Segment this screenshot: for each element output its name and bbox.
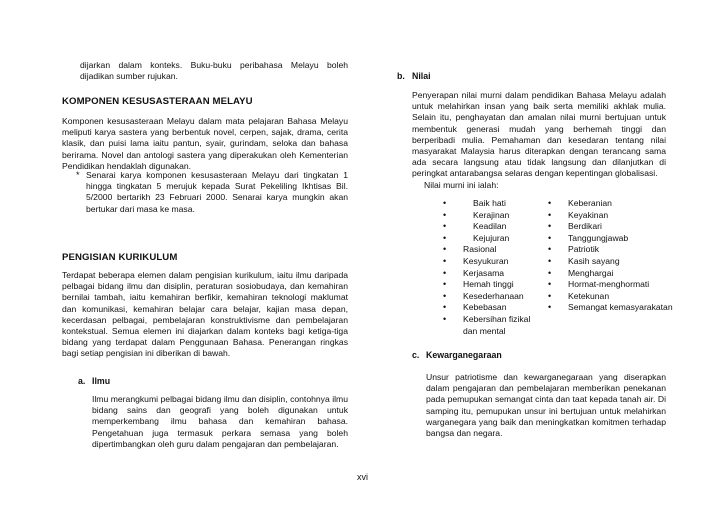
- ilmu-label: a.: [78, 376, 86, 386]
- value-item: • Keberanian: [548, 198, 678, 210]
- values-list-right: [548, 198, 678, 314]
- nilai-list-intro: Nilai murni ini ialah:: [424, 180, 499, 190]
- nilai-heading: Nilai: [412, 71, 431, 81]
- value-item: • Keadilan: [443, 221, 543, 233]
- kewarganegaraan-heading: Kewarganegaraan: [426, 350, 502, 360]
- value-item: • Kejujuran: [443, 233, 543, 245]
- value-item: • Berdikari: [548, 221, 678, 233]
- value-item: • Hormat-menghormati: [548, 279, 678, 291]
- value-item: • Patriotik: [548, 244, 678, 256]
- value-item: • Hemah tinggi: [443, 279, 543, 291]
- komponen-paragraph: Komponen kesusasteraan Melayu dalam mata pelajaran Bahasa Melayu meliputi karya sastera yang berbentuk novel, cerpen, sajak, drama, cerita klasik, dan puisi lama iaitu pantun, syair, gurindam, seloka dan bahasa berirama. Novel dan antologi sastera yang diperakukan oleh Kementerian Pendidikan hendaklah digunakan.: [62, 116, 348, 171]
- value-item: • Baik hati: [443, 198, 543, 210]
- nilai-label: b.: [397, 71, 405, 81]
- value-item: • Kebebasan: [443, 302, 543, 314]
- pengisian-heading: PENGISIAN KURIKULUM: [62, 252, 178, 263]
- value-item: • Kerjasama: [443, 268, 543, 280]
- value-item: • Kebersihan fizikal dan mental: [443, 314, 543, 337]
- ilmu-paragraph: Ilmu merangkumi pelbagai bidang ilmu dan disiplin, contohnya ilmu bidang sains dan geografi yang boleh digunakan untuk memperkembang ilmu bahasa dan kemahiran bahasa. Pengetahuan juga termasuk perkara semasa yang boleh dipertimbangkan oleh guru dalam pengajaran dan pembelajaran.: [92, 394, 348, 449]
- value-item: • Kerajinan: [443, 210, 543, 222]
- value-item: • Kesyukuran: [443, 256, 543, 268]
- page-number: xvi: [357, 472, 368, 482]
- kewarganegaraan-label: c.: [412, 350, 420, 360]
- values-list-left: [443, 198, 543, 337]
- note-marker: *: [76, 170, 80, 180]
- ilmu-heading: Ilmu: [92, 376, 111, 386]
- value-item: • Ketekunan: [548, 291, 678, 303]
- value-item: • Keyakinan: [548, 210, 678, 222]
- value-item: • Kesederhanaan: [443, 291, 543, 303]
- kewarganegaraan-paragraph: Unsur patriotisme dan kewarganegaraan yang diserapkan dalam pengajaran dan pembelajaran memberikan penekanan pada pemupukan semangat cinta dan taat kepada tanah air. Di samping itu, pemupukan unsur ini bertujuan untuk melahirkan warganegara yang baik dan meningkatkan komitmen terhadap bangsa dan negara.: [426, 372, 666, 439]
- value-item: • Kasih sayang: [548, 256, 678, 268]
- komponen-heading: KOMPONEN KESUSASTERAAN MELAYU: [62, 96, 253, 107]
- value-item: • Rasional: [443, 244, 543, 256]
- value-item: • Menghargai: [548, 268, 678, 280]
- value-item: • Semangat kemasyarakatan: [548, 302, 678, 314]
- value-item: • Tanggungjawab: [548, 233, 678, 245]
- nilai-paragraph: Penyerapan nilai murni dalam pendidikan Bahasa Melayu adalah untuk melahirkan insan yang baik serta memiliki akhlak mulia. Selain itu, penghayatan dan amalan nilai murni bertujuan untuk membentuk generasi mudah yang berhemah tinggi dan berperibadi mulia. Pemahaman dan kesedaran tentang nilai masyarakat Malaysia harus diterapkan dengan terancang sama ada secara langsung atau tidak langsung dan dilanjutkan di peringkat antarabangsa selaras dengan kepentingan globalisasi.: [412, 90, 666, 179]
- intro-paragraph: dijarkan dalam konteks. Buku-buku peribahasa Melayu boleh dijadikan sumber rujukan.: [80, 60, 348, 82]
- komponen-note: Senarai karya komponen kesusasteraan Melayu dari tingkatan 1 hingga tingkatan 5 merujuk kepada Surat Pekeliling Ikhtisas Bil. 5/2000 bertarikh 23 Februari 2000. Senarai karya mungkin akan bertukar dari masa ke masa.: [86, 170, 348, 214]
- pengisian-paragraph: Terdapat beberapa elemen dalam pengisian kurikulum, iaitu ilmu daripada pelbagai bidang ilmu dan disiplin, peraturan sosiobudaya, dan kemahiran bernilai tambah, iaitu kemahiran berfikir, kemahiran teknologi maklumat dan komunikasi, kemahiran belajar cara belajar, kajian masa depan, kecerdasan pelbagai, pembelajaran konstruktivisme dan pembelajaran kontekstual. Semua elemen ini diajarkan dalam konteks bagi ketiga-tiga bidang yang terdapat dalam Penggunaan Bahasa. Penerangan ringkas bagi setiap pengisian ini diberikan di bawah.: [62, 270, 348, 359]
